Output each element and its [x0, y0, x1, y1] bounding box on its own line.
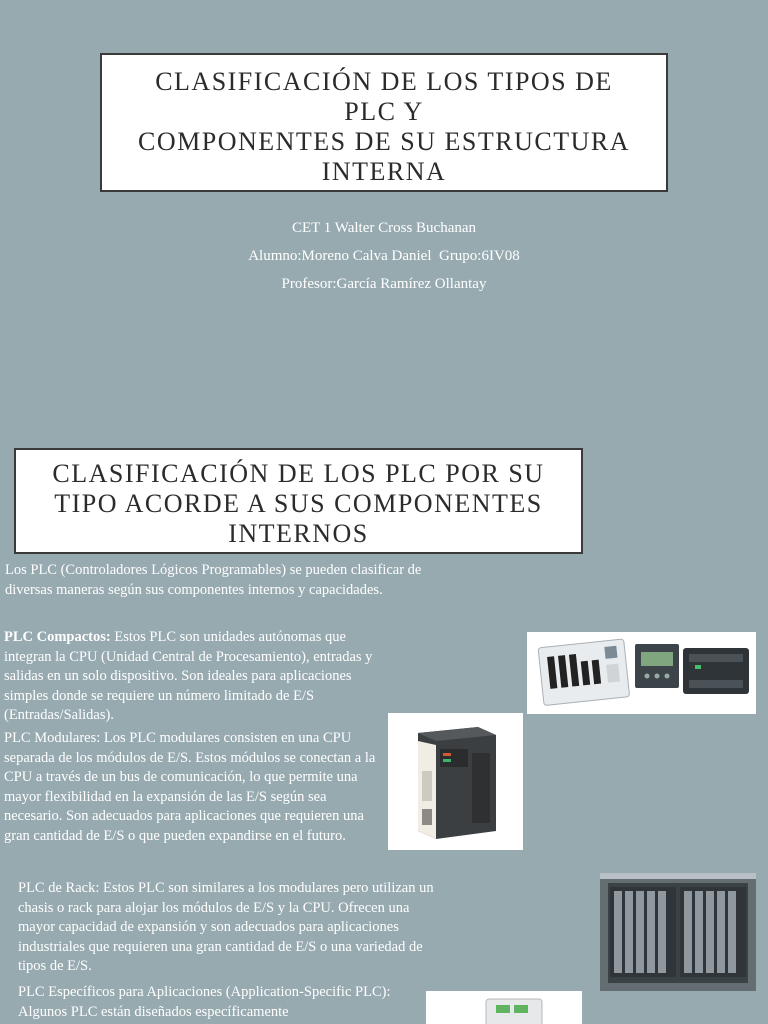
- rack-paragraph: PLC de Rack: Estos PLC son similares a los modulares pero utilizan un chasis o rack para alojar los módulos de E/S y la CPU. Ofrecen una mayor capacidad de expansión y son adecuados para aplicaciones industriales que requieren una gran cantidad de E/S o una variedad de tipos de E/S.: [18, 880, 434, 974]
- specific-plc-image: [426, 991, 582, 1024]
- slide1-title-line: PLC Y: [344, 97, 424, 126]
- slide1-title-box: [100, 53, 668, 192]
- teacher-info: Profesor:García Ramírez Ollantay: [281, 276, 487, 292]
- modular-plc-image: [388, 713, 523, 850]
- specific-paragraph: PLC Específicos para Aplicaciones (Application-Specific PLC): Algunos PLC están diseñados específicamente: [18, 984, 391, 1020]
- rack-plc-photo: [600, 873, 756, 991]
- slide2-title-line: CLASIFICACIÓN DE LOS PLC POR SU: [52, 459, 545, 488]
- slide2-title-line: TIPO ACORDE A SUS COMPONENTES: [54, 489, 543, 518]
- slide2-title-line: INTERNOS: [228, 519, 369, 548]
- modular-paragraph: PLC Modulares: Los PLC modulares consisten en una CPU separada de los módulos de E/S. Estos módulos se conectan a la CPU a través de un bus de comunicación, lo que permite una mayor flexibilidad en la expansión de las E/S según sea necesario. Son adecuados para aplicaciones que requieren una gran cantidad de E/S o que pueden expandirse en el futuro.: [4, 730, 376, 844]
- slide1-title-line: COMPONENTES DE SU ESTRUCTURA: [138, 127, 630, 156]
- student-info: Alumno:Moreno Calva Daniel Grupo:6IV08: [248, 248, 520, 264]
- slide1-title-line: INTERNA: [321, 157, 447, 186]
- slide1-title-line: CLASIFICACIÓN DE LOS TIPOS DE: [155, 67, 613, 96]
- rack-plc-image: [600, 873, 756, 991]
- compact-text: Estos PLC son unidades autónomas que integran la CPU (Unidad Central de Procesamiento), entradas y salidas en un solo dispositivo. Son ideales para aplicaciones simples donde se requiere un número limitado de E/S (Entradas/Salidas).: [4, 629, 373, 723]
- modular-plc-photo: [388, 713, 523, 850]
- compact-label: PLC Compactos:: [4, 629, 111, 645]
- compact-plc-image: [527, 632, 756, 714]
- specific-plc-photo: [426, 991, 582, 1024]
- slide2-title-box: [14, 448, 583, 554]
- compact-plc-photo: [527, 632, 756, 714]
- intro-paragraph: Los PLC (Controladores Lógicos Programables) se pueden clasificar de diversas maneras según sus componentes internos y capacidades.: [5, 562, 422, 598]
- compact-paragraph: [4, 628, 384, 726]
- school-name: CET 1 Walter Cross Buchanan: [291, 220, 477, 236]
